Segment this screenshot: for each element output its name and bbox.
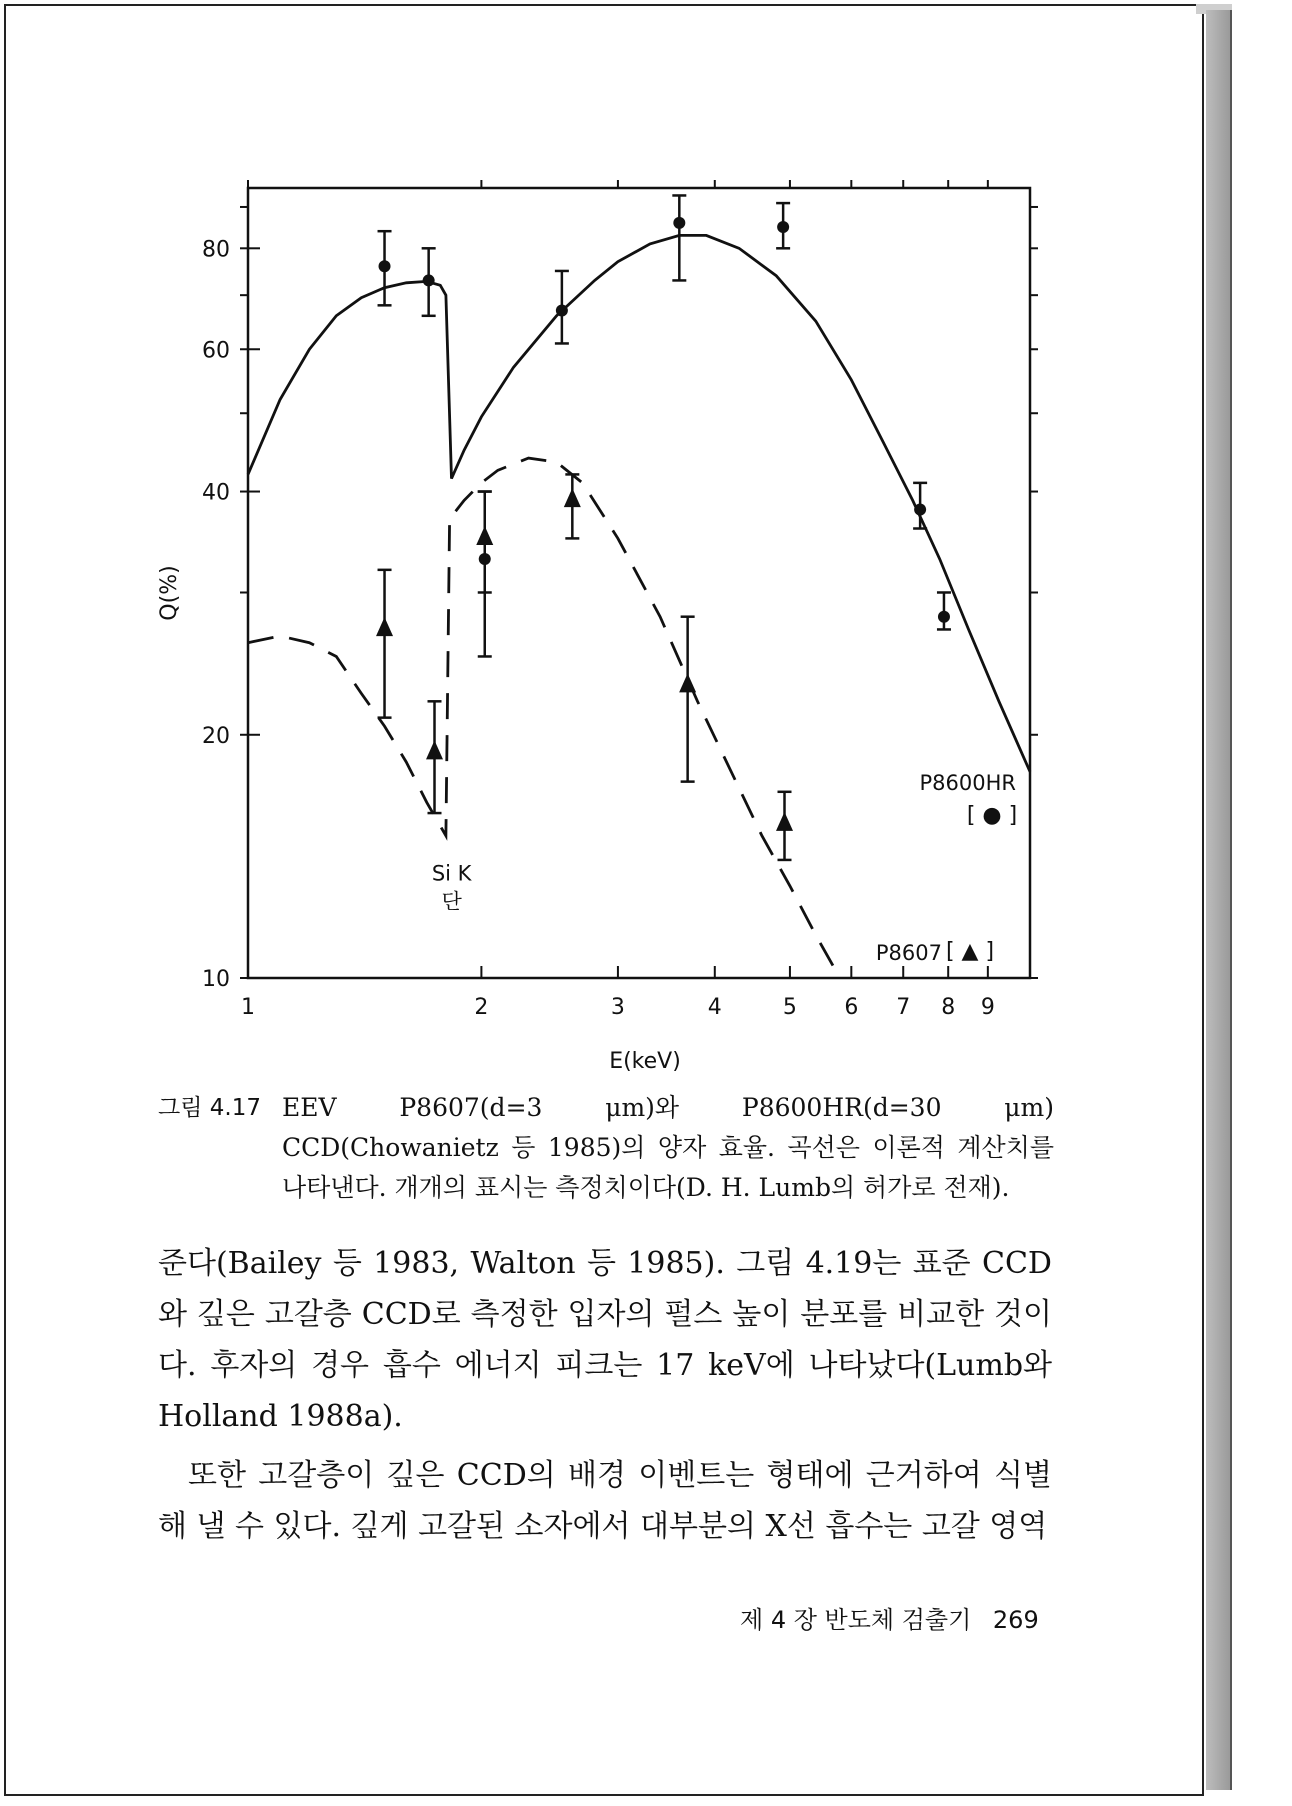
p8600hr-point xyxy=(914,504,926,516)
p8600hr-point xyxy=(777,221,789,233)
x-tick-label: 5 xyxy=(782,995,797,1020)
p8607-point xyxy=(376,617,393,636)
paragraph-2: 또한 고갈층이 깊은 CCD의 배경 이벤트는 형태에 근거하여 식별해 낼 수 있다. 깊게 고갈된 소자에서 대부분의 X선 흡수는 고갈 영역 xyxy=(158,1458,1052,1544)
page-number: 269 xyxy=(992,1606,1039,1634)
y-tick-label: 10 xyxy=(202,967,230,992)
p8600hr-point xyxy=(423,274,435,286)
si-k-edge-label-2: 단 xyxy=(441,889,462,914)
page-footer xyxy=(740,1600,1039,1635)
y-tick-label: 80 xyxy=(202,237,230,263)
x-tick-label: 2 xyxy=(474,995,489,1020)
x-tick-label: 3 xyxy=(610,995,625,1020)
p8600hr-point xyxy=(938,611,950,623)
legend-p8600hr-label: P8600HR xyxy=(919,771,1016,795)
x-tick-label: 8 xyxy=(941,995,956,1020)
chapter-title: 제 4 장 반도체 검출기 xyxy=(740,1606,972,1634)
p8600hr-point xyxy=(673,217,685,229)
y-axis-label: Q(%) xyxy=(157,565,182,621)
x-tick-label: 4 xyxy=(707,995,722,1020)
p8607-point xyxy=(564,488,581,507)
paragraph-1: 준다(Bailey 등 1983, Walton 등 1985). 그림 4.19는 표준 CCD와 깊은 고갈층 CCD로 측정한 입자의 펄스 높이 분포를 비교한 것이다. 후자의 경우 흡수 에너지 피크는 17 keV에 나타났다(Lumb와 Holland 1988a). xyxy=(158,1246,1052,1434)
legend-p8600hr-symbol: [ ● ] xyxy=(966,803,1018,828)
x-tick-label: 7 xyxy=(896,995,911,1020)
y-tick-label: 20 xyxy=(202,723,230,749)
p8600hr-curve xyxy=(248,235,1030,771)
p8607-curve xyxy=(248,458,840,978)
p8607-point xyxy=(476,526,493,545)
x-tick-label: 9 xyxy=(980,995,995,1020)
p8600hr-point xyxy=(379,260,391,272)
caption-label: 그림 4.17 xyxy=(158,1095,261,1121)
x-tick-label: 6 xyxy=(844,995,859,1020)
legend-p8607-label: P8607 xyxy=(875,941,942,965)
legend-p8607-symbol: [ ▲ ] xyxy=(945,939,995,964)
y-tick-label: 40 xyxy=(202,480,230,506)
y-tick-label: 60 xyxy=(202,338,230,364)
p8607-point xyxy=(426,740,443,759)
figure-caption xyxy=(158,1088,1054,1208)
caption-text: EEV P8607(d=3 μm)와 P8600HR(d=30 μm) CCD(Chowanietz 등 1985)의 양자 효율. 곡선은 이론적 계산치를 나타낸다. 개개의 표시는 측정치이다(D. H. Lumb의 허가로 전재). xyxy=(282,1093,1054,1202)
p8600hr-point xyxy=(556,305,568,317)
plot-frame xyxy=(248,188,1030,978)
body-text xyxy=(158,1238,1052,1552)
x-axis-label: E(keV) xyxy=(609,1049,681,1074)
x-tick-label: 1 xyxy=(241,995,255,1020)
p8607-point xyxy=(776,812,793,831)
si-k-edge-label: Si K xyxy=(431,861,472,886)
p8607-point xyxy=(679,673,696,692)
